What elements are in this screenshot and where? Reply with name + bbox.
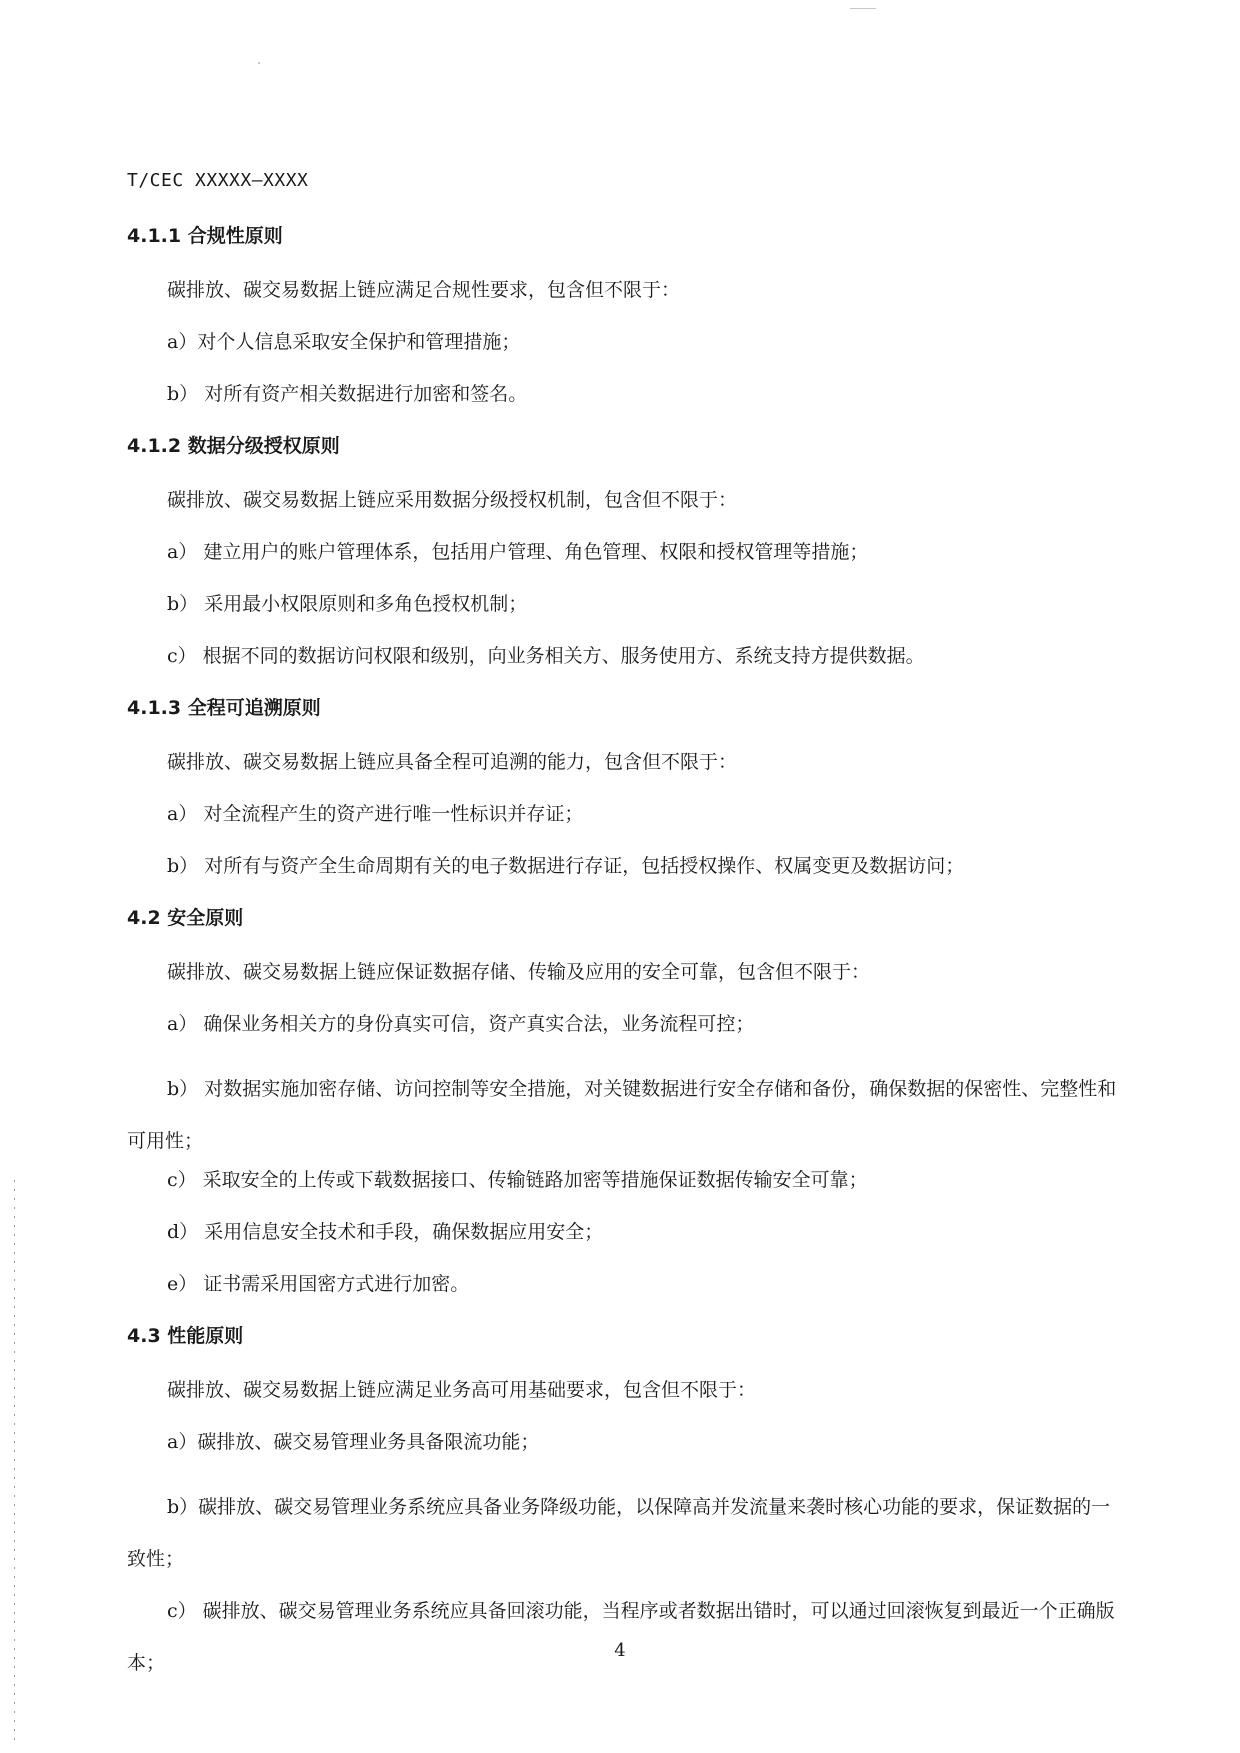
section-heading: 4.2 安全原则 (127, 907, 244, 929)
section-heading: 4.1.2 数据分级授权原则 (127, 435, 340, 457)
paragraph: 碳排放、碳交易数据上链应采用数据分级授权机制，包含但不限于： (167, 489, 738, 511)
document-body (127, 223, 1117, 1689)
section-heading: 4.1.1 合规性原则 (127, 225, 283, 247)
paragraph: 碳排放、碳交易数据上链应满足业务高可用基础要求，包含但不限于： (167, 1379, 757, 1401)
section-heading: 4.1.3 全程可追溯原则 (127, 697, 321, 719)
list-item: b） 采用最小权限原则和多角色授权机制； (167, 593, 528, 615)
paragraph: 碳排放、碳交易数据上链应具备全程可追溯的能力，包含但不限于： (167, 751, 738, 773)
scan-mark (850, 8, 876, 9)
list-item: e） 证书需采用国密方式进行加密。 (167, 1273, 470, 1295)
page-number: 4 (614, 1640, 626, 1661)
list-item: b） 对数据实施加密存储、访问控制等安全措施，对关键数据进行安全存储和备份，确保数据的保密性、完整性和可用性； (127, 1078, 1117, 1152)
list-item: c） 碳排放、碳交易管理业务系统应具备回滚功能，当程序或者数据出错时，可以通过回滚恢复到最近一个正确版本； (127, 1600, 1115, 1674)
list-item: b） 对所有资产相关数据进行加密和签名。 (167, 383, 528, 405)
list-item: a）对个人信息采取安全保护和管理措施； (167, 331, 521, 353)
list-item: c） 根据不同的数据访问权限和级别，向业务相关方、服务使用方、系统支持方提供数据。 (167, 645, 925, 667)
section-heading: 4.3 性能原则 (127, 1325, 244, 1347)
paragraph: 碳排放、碳交易数据上链应保证数据存储、传输及应用的安全可靠，包含但不限于： (167, 961, 871, 983)
document-header-code: T/CEC XXXXX—XXXX (127, 170, 309, 191)
list-item: c） 采取安全的上传或下载数据接口、传输链路加密等措施保证数据传输安全可靠； (167, 1169, 868, 1191)
list-item: a） 对全流程产生的资产进行唯一性标识并存证； (167, 803, 584, 825)
list-item: a）碳排放、碳交易管理业务具备限流功能； (167, 1431, 540, 1453)
list-item: a） 确保业务相关方的身份真实可信，资产真实合法，业务流程可控； (167, 1013, 755, 1035)
list-item: b）碳排放、碳交易管理业务系统应具备业务降级功能，以保障高并发流量来袭时核心功能的要求，保证数据的一致性； (127, 1496, 1111, 1570)
scan-mark (258, 62, 260, 64)
list-item: b） 对所有与资产全生命周期有关的电子数据进行存证，包括授权操作、权属变更及数据访问； (167, 855, 965, 877)
paragraph: 碳排放、碳交易数据上链应满足合规性要求，包含但不限于： (167, 279, 681, 301)
list-item: d） 采用信息安全技术和手段，确保数据应用安全； (167, 1221, 604, 1243)
list-item: a） 建立用户的账户管理体系，包括用户管理、角色管理、权限和授权管理等措施； (167, 541, 869, 563)
